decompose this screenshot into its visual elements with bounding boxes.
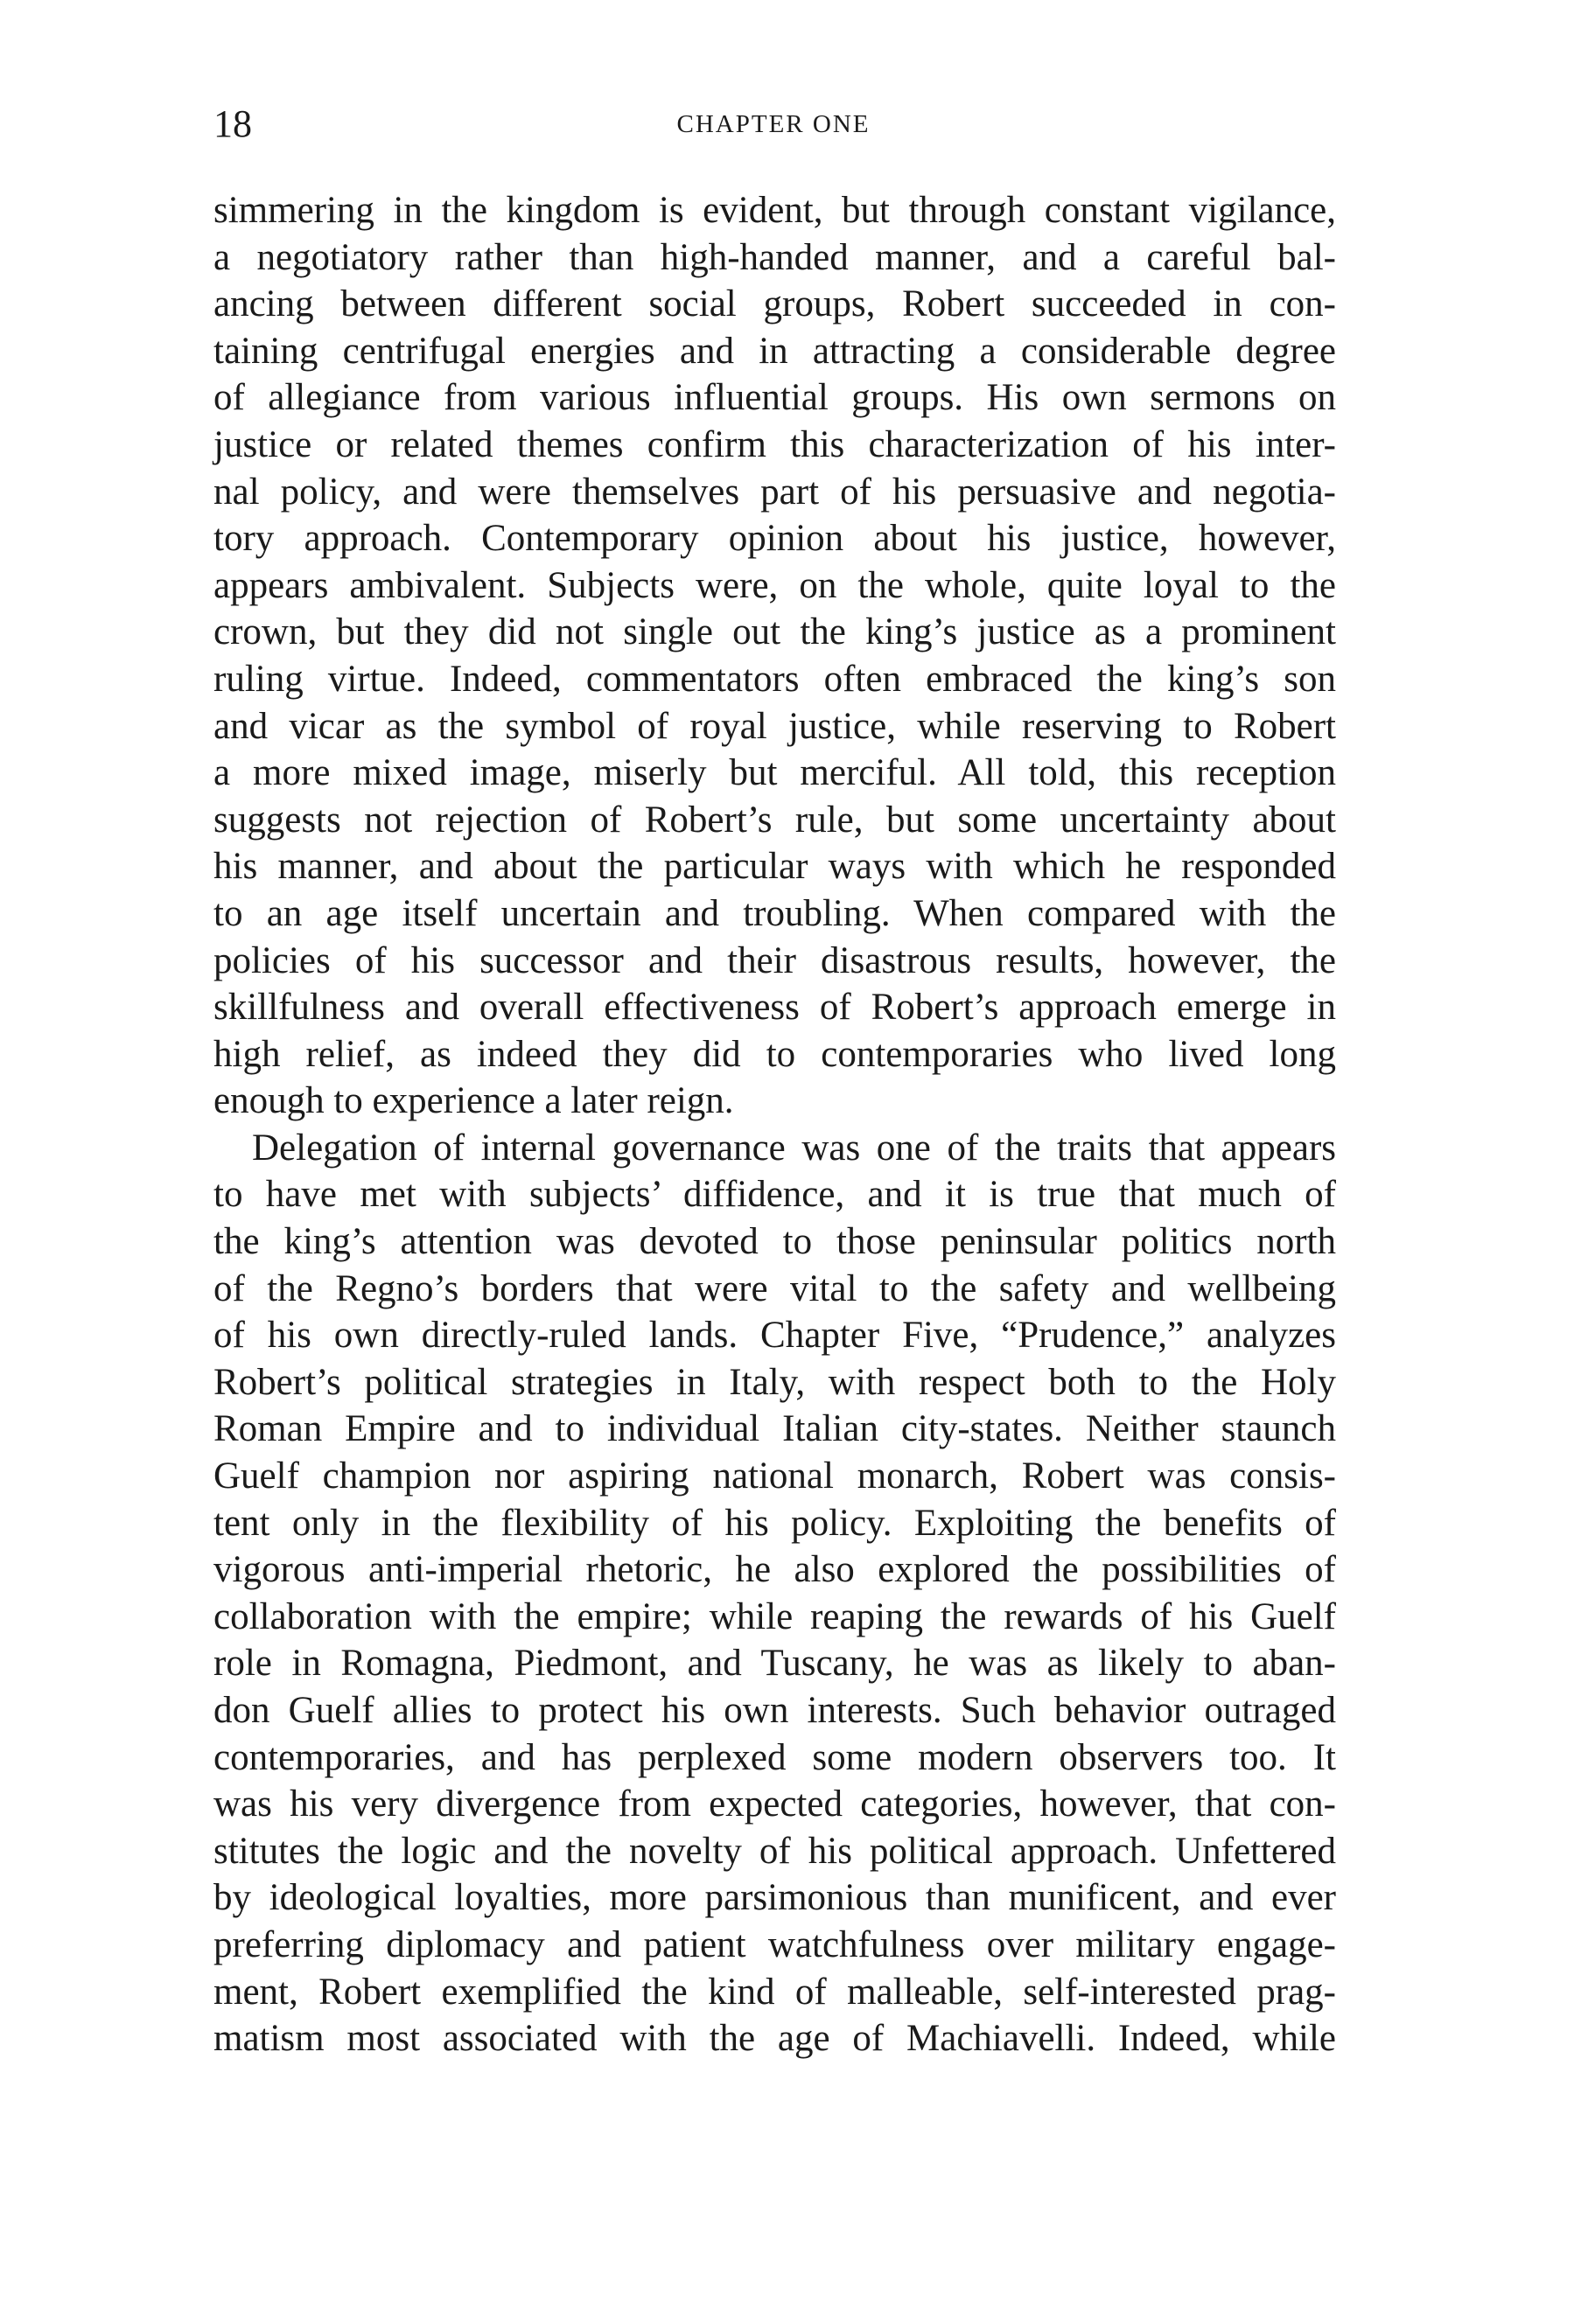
text-line: collaboration with the empire; while reaping the rewards of his Guelf [213, 1595, 1336, 1637]
text-line: matism most associated with the age of Machiavelli. Indeed, while [213, 2018, 1336, 2060]
text-line: high relief, as indeed they did to contemporaries who lived long [213, 1033, 1336, 1075]
text-line: ment, Robert exemplified the kind of malleable, self-interested prag- [213, 1971, 1336, 2013]
text-line: the king’s attention was devoted to those peninsular politics north [213, 1221, 1336, 1263]
text-line: of allegiance from various influential groups. His own sermons on [213, 377, 1336, 419]
text-line: suggests not rejection of Robert’s rule, but some uncertainty about [213, 799, 1336, 841]
body-text [213, 187, 1336, 2062]
text-line: by ideological loyalties, more parsimonious than munificent, and ever [213, 1877, 1336, 1919]
text-line: a negotiatory rather than high-handed manner, and a careful bal- [213, 236, 1336, 278]
text-line: Delegation of internal governance was one of the traits that appears [252, 1127, 1336, 1169]
text-line: Guelf champion nor aspiring national monarch, Robert was consis- [213, 1455, 1336, 1497]
text-line: appears ambivalent. Subjects were, on the whole, quite loyal to the [213, 564, 1336, 606]
chapter-title: CHAPTER ONE [676, 110, 871, 138]
text-line: preferring diplomacy and patient watchfulness over military engage- [213, 1923, 1336, 1965]
running-head [213, 98, 1333, 150]
text-line: Robert’s political strategies in Italy, with respect both to the Holy [213, 1361, 1336, 1403]
text-line: role in Romagna, Piedmont, and Tuscany, he was as likely to aban- [213, 1643, 1336, 1685]
text-line: and vicar as the symbol of royal justice, while reserving to Robert [213, 705, 1336, 747]
text-line: tory approach. Contemporary opinion about his justice, however, [213, 518, 1336, 560]
text-line: justice or related themes confirm this characterization of his inter- [213, 423, 1336, 465]
paragraph-1 [213, 187, 1336, 1125]
text-line: policies of his successor and their disastrous results, however, the [213, 939, 1336, 981]
text-line: his manner, and about the particular ways with which he responded [213, 846, 1336, 888]
text-line: nal policy, and were themselves part of his persuasive and negotia- [213, 471, 1336, 513]
text-line: crown, but they did not single out the king’s justice as a prominent [213, 611, 1336, 653]
text-line: don Guelf allies to protect his own interests. Such behavior outraged [213, 1690, 1336, 1731]
text-line: to an age itself uncertain and troubling. When compared with the [213, 892, 1336, 934]
text-line: stitutes the logic and the novelty of his political approach. Unfettered [213, 1830, 1336, 1872]
text-line: of his own directly-ruled lands. Chapter Five, “Prudence,” analyzes [213, 1315, 1336, 1357]
text-line: enough to experience a later reign. [213, 1080, 734, 1122]
text-line: ancing between different social groups, Robert succeeded in con- [213, 283, 1336, 325]
text-line: Roman Empire and to individual Italian city-states. Neither staunch [213, 1408, 1336, 1450]
text-line: skillfulness and overall effectiveness of Robert’s approach emerge in [213, 987, 1336, 1029]
text-line: ruling virtue. Indeed, commentators often embraced the king’s son [213, 658, 1336, 700]
text-line: tent only in the flexibility of his policy. Exploiting the benefits of [213, 1502, 1336, 1544]
paragraph-2 [213, 1125, 1336, 2062]
text-line: of the Regno’s borders that were vital to the safety and wellbeing [213, 1267, 1336, 1309]
page-number: 18 [213, 102, 252, 145]
text-line: simmering in the kingdom is evident, but through constant vigilance, [213, 190, 1336, 231]
text-line: was his very divergence from expected categories, however, that con- [213, 1783, 1336, 1825]
text-line: contemporaries, and has perplexed some modern observers too. It [213, 1736, 1336, 1778]
text-line: to have met with subjects’ diffidence, and it is true that much of [213, 1174, 1336, 1216]
text-line: a more mixed image, miserly but merciful. All told, this reception [213, 752, 1336, 794]
text-line: taining centrifugal energies and in attracting a considerable degree [213, 330, 1336, 372]
text-line: vigorous anti-imperial rhetoric, he also explored the possibilities of [213, 1549, 1336, 1591]
